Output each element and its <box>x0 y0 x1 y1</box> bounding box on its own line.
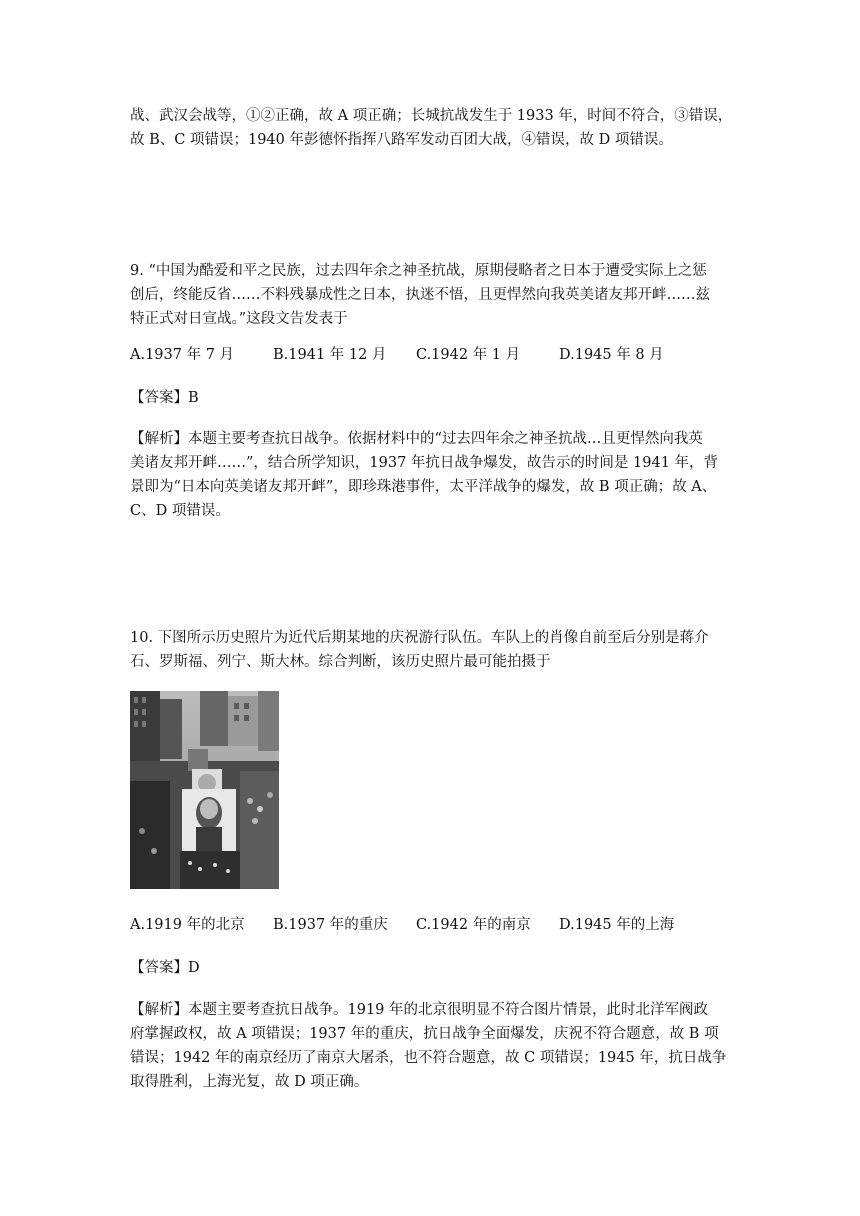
prev-analysis-line-2: 故 B、C 项错误；1940 年彭德怀指挥八路军发动百团大战，④错误，故 D 项错误。 <box>130 132 673 148</box>
q9-option-b: B.1941 年 12 月 <box>273 347 387 363</box>
q9-option-a: A.1937 年 7 月 <box>130 347 235 363</box>
q10-option-c: C.1942 年的南京 <box>416 917 531 933</box>
q9-analysis-line-4: C、D 项错误。 <box>130 503 230 519</box>
q10-stem-line-1: 10. 下图所示历史照片为近代后期某地的庆祝游行队伍。车队上的肖像自前至后分别是蒋介 <box>130 630 709 646</box>
q9-stem-line-2: 创后，终能反省……不料残暴成性之日本，执迷不悟，且更悍然向我英美诸友邦开衅……兹 <box>130 287 710 303</box>
q9-option-c: C.1942 年 1 月 <box>416 347 521 363</box>
q10-analysis-line-1: 【解析】本题主要考查抗日战争。1919 年的北京很明显不符合图片情景，此时北洋军阀政 <box>130 1002 709 1018</box>
q9-stem-line-1: 9. “中国为酷爱和平之民族，过去四年余之神圣抗战，原期侵略者之日本于遭受实际上之惩 <box>130 263 707 279</box>
parade-photo-illustration <box>130 691 279 889</box>
q10-option-b: B.1937 年的重庆 <box>273 917 388 933</box>
q10-analysis-line-2: 府掌握政权，故 A 项错误；1937 年的重庆，抗日战争全面爆发，庆祝不符合题意，故 B 项 <box>130 1026 719 1042</box>
q10-option-a: A.1919 年的北京 <box>130 917 245 933</box>
q10-stem-line-2: 石、罗斯福、列宁、斯大林。综合判断，该历史照片最可能拍摄于 <box>130 654 551 670</box>
q9-stem-line-3: 特正式对日宣战。”这段文告发表于 <box>130 311 348 327</box>
q9-answer: 【答案】B <box>130 390 199 406</box>
q10-analysis-line-4: 取得胜利，上海光复，故 D 项正确。 <box>130 1074 369 1090</box>
historical-parade-photo <box>130 691 279 889</box>
q10-analysis-line-3: 错误；1942 年的南京经历了南京大屠杀，也不符合题意，故 C 项错误；1945 年，抗日战争 <box>130 1050 727 1066</box>
q10-answer: 【答案】D <box>130 960 200 976</box>
q9-analysis-line-3: 景即为“日本向英美诸友邦开衅”，即珍珠港事件，太平洋战争的爆发，故 B 项正确；故 A、 <box>130 479 717 495</box>
q9-analysis-line-2: 美诸友邦开衅……”，结合所学知识，1937 年抗日战争爆发，故告示的时间是 1941 年，背 <box>130 455 719 471</box>
q10-option-d: D.1945 年的上海 <box>559 917 675 933</box>
q9-option-d: D.1945 年 8 月 <box>559 347 664 363</box>
prev-analysis-line-1: 战、武汉会战等，①②正确，故 A 项正确；长城抗战发生于 1933 年，时间不符合，③错误， <box>130 108 733 124</box>
q9-analysis-line-1: 【解析】本题主要考查抗日战争。依据材料中的“过去四年余之神圣抗战…且更悍然向我英 <box>130 431 703 447</box>
